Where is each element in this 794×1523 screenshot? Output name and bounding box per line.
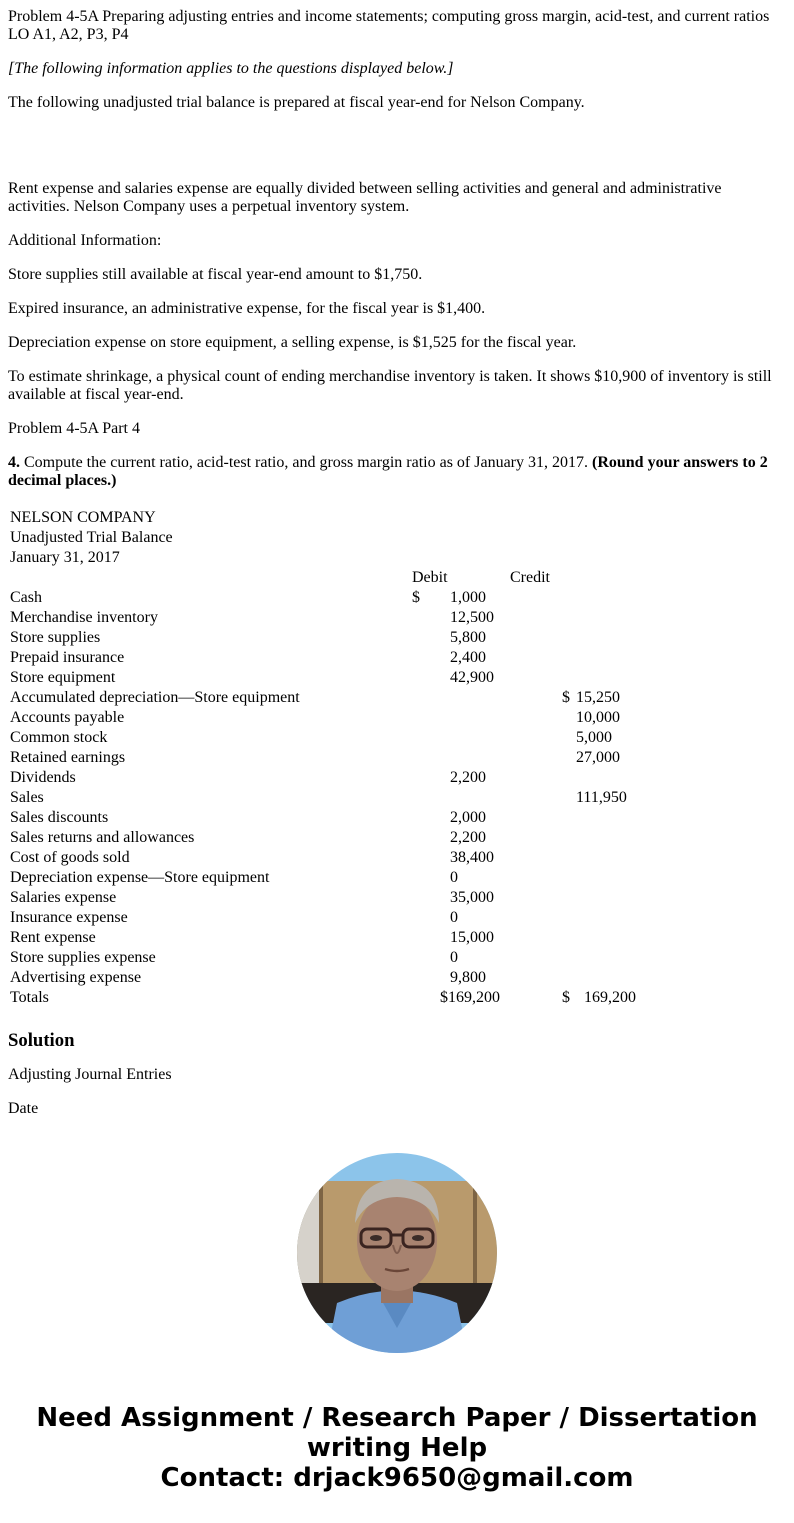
table-row [8,848,656,868]
debit-currency [410,968,448,988]
debit-currency [410,788,448,808]
debit-amount [448,728,510,748]
debit-amount: 35,000 [450,889,494,906]
credit-amount [574,828,656,848]
credit-amount [574,948,656,968]
person-photo-icon [297,1153,497,1353]
table-row [8,808,656,828]
debit-currency [410,888,448,908]
account-name: Merchandise inventory [10,609,158,626]
table-row [8,948,656,968]
additional-info-item: Store supplies still available at fiscal year-end amount to $1,750. [8,266,423,283]
trial-balance-company-row [8,508,656,528]
credit-amount [574,648,656,668]
account-name: Sales returns and allowances [10,829,195,846]
table-row [8,708,656,728]
company-name: NELSON COMPANY [10,509,156,526]
account-name: Store supplies expense [10,949,156,966]
question-number: 4. [8,454,20,471]
problem-learning-objectives: LO A1, A2, P3, P4 [8,26,129,43]
table-row [8,688,656,708]
table-row [8,968,656,988]
table-row [8,668,656,688]
credit-amount [574,968,656,988]
debit-amount [448,748,510,768]
credit-amount [574,588,656,608]
debit-currency [410,928,448,948]
account-name: Cost of goods sold [10,849,130,866]
solution-heading: Solution [8,1030,75,1051]
debit-currency [410,708,448,728]
credit-currency [510,728,574,748]
credit-currency [510,828,574,848]
table-row [8,588,656,608]
credit-currency [510,668,574,688]
statement-title: Unadjusted Trial Balance [10,529,173,546]
credit-amount [574,928,656,948]
credit-currency [510,908,574,928]
table-row [8,628,656,648]
credit-currency [510,748,574,768]
table-row [8,648,656,668]
table-row [8,748,656,768]
author-avatar [297,1153,497,1353]
credit-amount [574,608,656,628]
credit-currency: $ [562,689,570,706]
credit-amount [574,888,656,908]
debit-amount: 2,200 [450,829,486,846]
debit-currency [410,648,448,668]
credit-amount: 10,000 [576,709,620,726]
debit-amount [448,708,510,728]
debit-currency: $ [412,589,420,606]
credit-currency [510,768,574,788]
account-name: Cash [10,589,42,606]
question-text: Compute the current ratio, acid-test ratio, and gross margin ratio as of January 31, 2017. [20,454,592,471]
credit-currency [510,868,574,888]
debit-amount: 9,800 [450,969,486,986]
debit-amount: 42,900 [450,669,494,686]
debit-currency [410,808,448,828]
credit-amount [574,808,656,828]
additional-info-item: Expired insurance, an administrative expense, for the fiscal year is $1,400. [8,300,486,317]
account-name: Store supplies [10,629,101,646]
question [8,454,786,490]
credit-currency [510,848,574,868]
info-note: [The following information applies to the questions displayed below.] [8,60,454,77]
credit-amount [574,908,656,928]
intro-text: The following unadjusted trial balance is prepared at fiscal year-end for Nelson Company. [8,94,585,111]
credit-currency [510,628,574,648]
account-name: Prepaid insurance [10,649,125,666]
credit-currency [510,888,574,908]
table-row [8,728,656,748]
credit-total-currency: $ [562,989,570,1006]
debit-amount [448,688,510,708]
credit-amount: 5,000 [576,729,612,746]
debit-header: Debit [412,569,448,586]
credit-amount [574,868,656,888]
debit-currency [410,948,448,968]
debit-total: $169,200 [440,989,500,1006]
credit-currency [510,948,574,968]
debit-currency [410,688,448,708]
credit-header: Credit [510,569,550,586]
promo-contact: Contact: drjack9650@gmail.com [160,1463,634,1493]
credit-currency [510,608,574,628]
debit-amount: 0 [450,949,458,966]
question-instruction: (Round your answers to 2 decimal places.) [8,454,768,489]
credit-amount: 27,000 [576,749,620,766]
debit-amount: 2,200 [450,769,486,786]
debit-currency [410,868,448,888]
account-name: Store equipment [10,669,116,686]
credit-currency [510,808,574,828]
account-name: Accounts payable [10,709,125,726]
debit-amount: 38,400 [450,849,494,866]
problem-title [8,8,786,44]
table-row [8,908,656,928]
promo-line: Need Assignment / Research Paper / Dissertation [36,1403,758,1433]
account-name: Insurance expense [10,909,128,926]
credit-currency [510,788,574,808]
debit-currency [410,908,448,928]
debit-currency [410,728,448,748]
debit-amount: 2,400 [450,649,486,666]
account-name: Advertising expense [10,969,142,986]
table-row [8,888,656,908]
promo-banner [0,1403,794,1493]
account-name: Rent expense [10,929,96,946]
promo-line: writing Help [306,1433,488,1463]
account-name: Sales discounts [10,809,109,826]
table-row [8,928,656,948]
credit-amount: 15,250 [576,689,620,706]
credit-amount [574,768,656,788]
debit-amount: 0 [450,869,458,886]
debit-amount: 2,000 [450,809,486,826]
account-name: Sales [10,789,44,806]
account-name: Accumulated depreciation—Store equipment [10,689,300,706]
debit-currency [410,748,448,768]
expense-note: Rent expense and salaries expense are equally divided between selling activities and general and administrative activities. Nelson Company uses a perpetual inventory system. [8,180,722,215]
table-row [8,768,656,788]
problem-title-line1: Problem 4-5A Preparing adjusting entries and income statements; computing gross margin, acid-test, and current ratios [8,8,770,25]
debit-currency [410,768,448,788]
debit-amount: 1,000 [450,589,486,606]
column-header-row [8,568,656,588]
credit-amount [574,848,656,868]
trial-balance-title-row [8,528,656,548]
debit-amount: 5,800 [450,629,486,646]
credit-amount: 111,950 [576,789,627,806]
missing-image-space [8,128,786,180]
debit-amount [448,788,510,808]
date-label: Date [8,1100,39,1117]
credit-currency [510,648,574,668]
credit-amount [574,668,656,688]
totals-row [8,988,656,1008]
credit-currency [510,708,574,728]
debit-amount: 0 [450,909,458,926]
part-label: Problem 4-5A Part 4 [8,420,140,437]
account-name: Common stock [10,729,108,746]
debit-amount: 15,000 [450,929,494,946]
credit-amount [574,628,656,648]
account-name: Depreciation expense—Store equipment [10,869,270,886]
debit-currency [410,608,448,628]
debit-currency [410,628,448,648]
debit-amount: 12,500 [450,609,494,626]
additional-info-item: To estimate shrinkage, a physical count of ending merchandise inventory is taken. It shows $10,900 of inventory is still available at fiscal year-end. [8,368,772,403]
debit-currency [410,668,448,688]
table-row [8,608,656,628]
credit-currency [510,588,574,608]
debit-currency [410,828,448,848]
additional-info-label: Additional Information: [8,232,162,249]
trial-balance-date-row [8,548,656,568]
credit-currency [510,968,574,988]
table-row [8,828,656,848]
totals-label: Totals [10,989,49,1006]
additional-info-item: Depreciation expense on store equipment, a selling expense, is $1,525 for the fiscal year. [8,334,577,351]
statement-date: January 31, 2017 [10,549,120,566]
debit-currency [410,848,448,868]
solution-subheading: Adjusting Journal Entries [8,1066,172,1083]
credit-currency [510,928,574,948]
account-name: Salaries expense [10,889,117,906]
trial-balance-table [8,508,656,1008]
account-name: Dividends [10,769,76,786]
table-row [8,788,656,808]
credit-total: 169,200 [584,989,636,1006]
account-name: Retained earnings [10,749,126,766]
table-row [8,868,656,888]
